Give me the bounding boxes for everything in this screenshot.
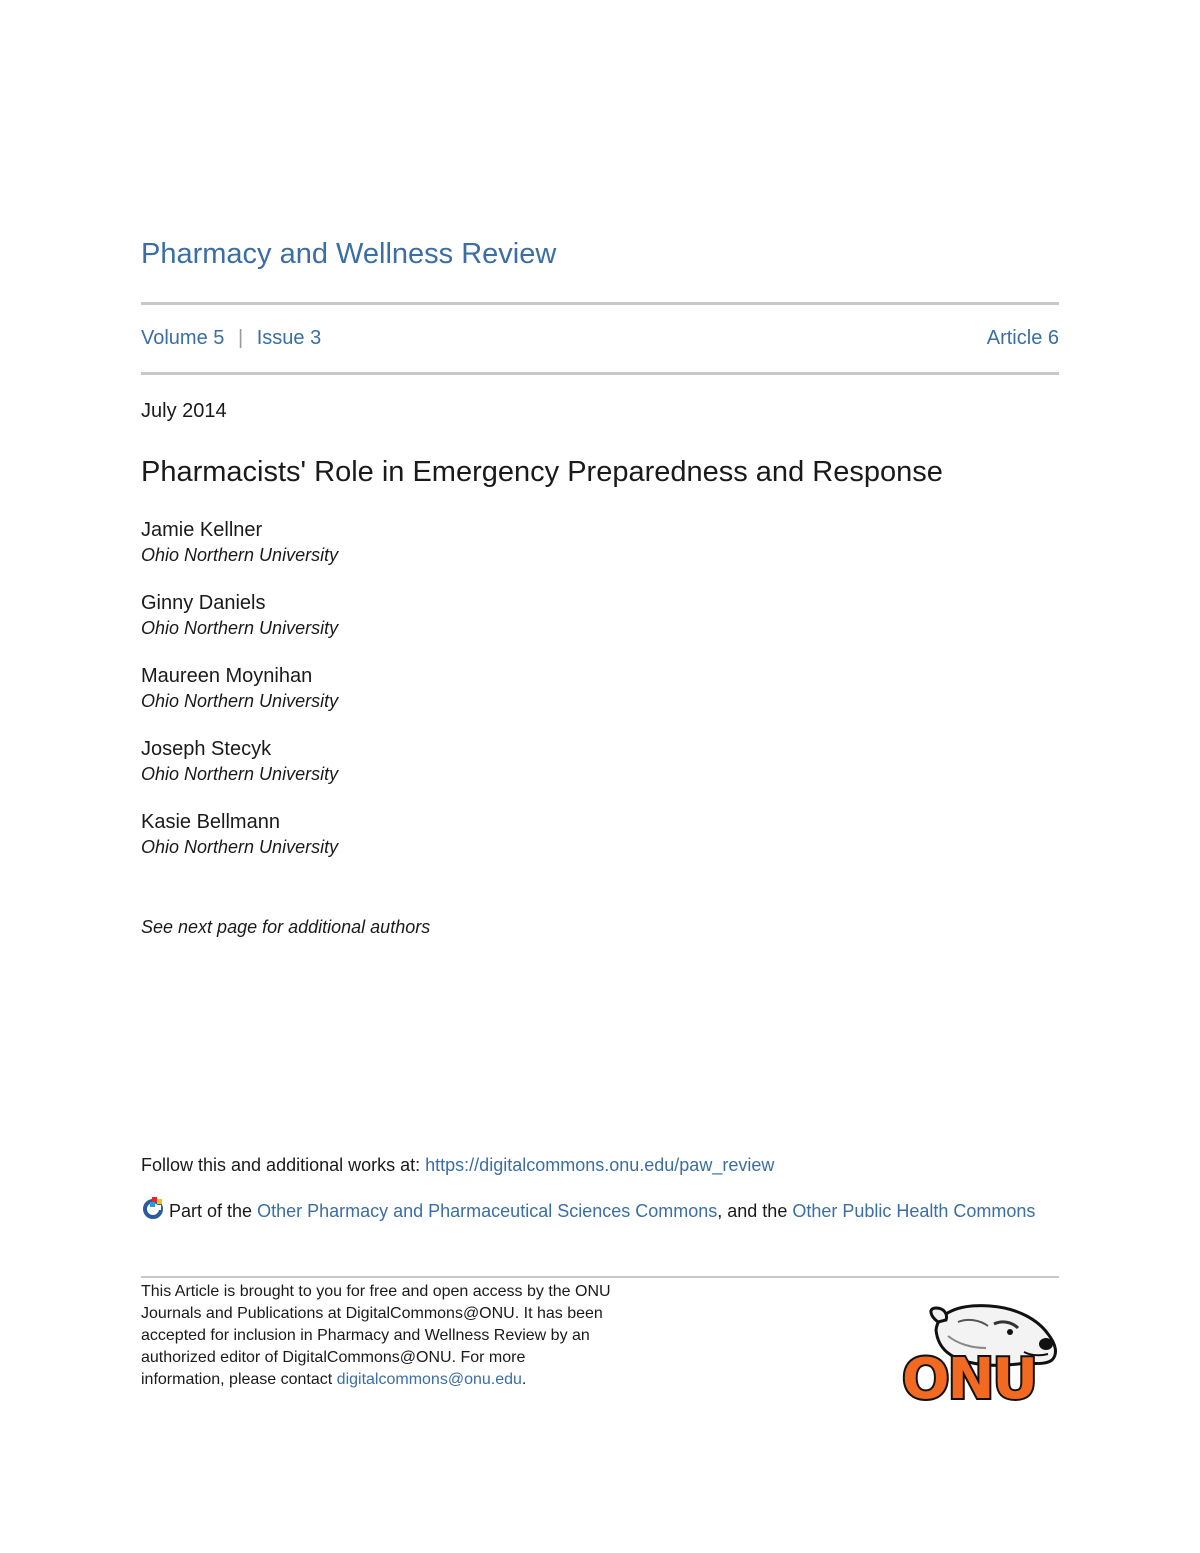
additional-authors-note: See next page for additional authors (141, 917, 431, 937)
meta-separator: | (237, 327, 244, 349)
issue-link[interactable]: Issue 3 (256, 327, 322, 349)
bepress-network-icon[interactable] (141, 1196, 165, 1230)
volume-link[interactable]: Volume 5 (141, 327, 225, 349)
part-of-middle: , and the (717, 1201, 793, 1221)
author-list (141, 517, 841, 882)
access-statement-text: This Article is brought to you for free and open access by the ONU Journals and Publications at DigitalCommons@ONU. It has been accepted for inclusion in Pharmacy and Wellness Review by an authorized editor of DigitalCommons@ONU. For more information, please contact (141, 1283, 611, 1388)
author-name: Kasie Bellmann (141, 811, 280, 833)
journal-title[interactable]: Pharmacy and Wellness Review (141, 238, 557, 270)
article-number[interactable]: Article 6 (986, 327, 1059, 349)
meta-divider (141, 372, 1059, 375)
author-name: Maureen Moynihan (141, 665, 313, 687)
part-of-line (141, 1195, 1041, 1230)
access-statement: This Article is brought to you for free and open access by the ONU Journals and Publications at DigitalCommons@ONU. It has been accepted for inclusion in Pharmacy and Wellness Review by an authorized editor of DigitalCommons@ONU. For more information, please contact digitalcommons@onu.edu. (141, 1283, 611, 1388)
top-divider (141, 302, 1059, 305)
author-affiliation: Ohio Northern University (141, 764, 339, 784)
part-of-prefix: Part of the (169, 1201, 258, 1221)
author-entry (141, 663, 841, 713)
follow-line (141, 1155, 774, 1176)
publication-date: July 2014 (141, 400, 227, 422)
author-name: Jamie Kellner (141, 519, 263, 541)
author-name: Ginny Daniels (141, 592, 266, 614)
repository-url-link[interactable]: https://digitalcommons.onu.edu/paw_review (425, 1155, 775, 1175)
polar-bear-logo (898, 1300, 1063, 1420)
public-health-commons-link[interactable]: Other Public Health Commons (792, 1201, 1036, 1221)
issue-meta-row (141, 327, 1059, 355)
author-name: Joseph Stecyk (141, 738, 272, 760)
author-entry (141, 517, 841, 567)
logo-wordmark: ONU (902, 1347, 1036, 1412)
author-entry (141, 809, 841, 859)
pharmacy-sciences-commons-link[interactable]: Other Pharmacy and Pharmaceutical Sciences Commons (257, 1201, 718, 1221)
author-affiliation: Ohio Northern University (141, 545, 339, 565)
follow-prefix: Follow this and additional works at: (141, 1155, 426, 1175)
author-affiliation: Ohio Northern University (141, 618, 339, 638)
article-title: Pharmacists' Role in Emergency Preparedness and Response (141, 456, 943, 488)
author-affiliation: Ohio Northern University (141, 691, 339, 711)
contact-email-link[interactable]: digitalcommons@onu.edu (336, 1371, 522, 1388)
footer-divider (141, 1276, 1059, 1278)
author-entry (141, 736, 841, 786)
author-affiliation: Ohio Northern University (141, 837, 339, 857)
author-entry (141, 590, 841, 640)
